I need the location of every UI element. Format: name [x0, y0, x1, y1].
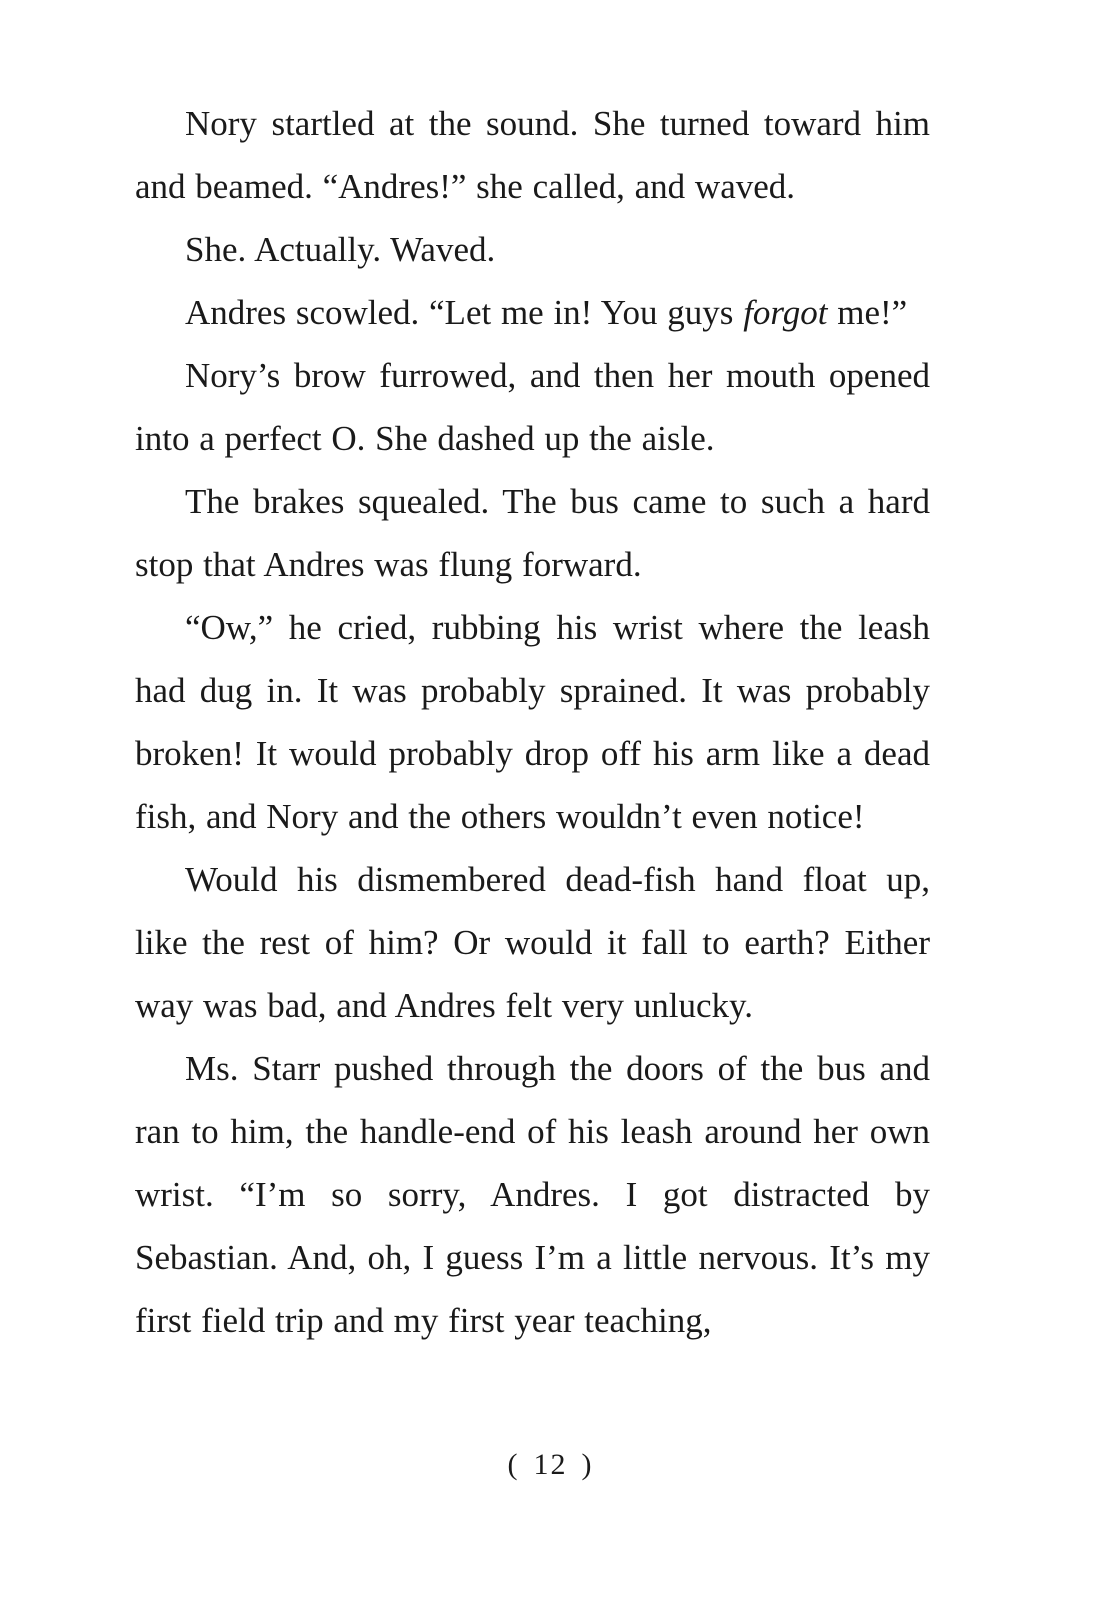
page-number	[0, 1448, 1101, 1482]
page-number-open-paren: (	[507, 1448, 520, 1481]
paragraph-3-after: me!”	[827, 293, 908, 332]
paragraph-6: “Ow,” he cried, rubbing his wrist where the leash had dug in. It was probably sprained. It was probably broken! It would probably drop off his arm like a dead fish, and Nory and the others wouldn’t even notice!	[135, 608, 930, 836]
paragraph-4: Nory’s brow furrowed, and then her mouth opened into a perfect O. She dashed up the aisle.	[135, 356, 930, 458]
page-number-value: 12	[533, 1448, 568, 1481]
emphasis-forgot: forgot	[743, 293, 828, 332]
paragraph-1: Nory startled at the sound. She turned toward him and beamed. “Andres!” she called, and waved.	[135, 104, 930, 206]
paragraph-2: She. Actually. Waved.	[185, 230, 496, 269]
paragraph-8: Ms. Starr pushed through the doors of the bus and ran to him, the handle-end of his leash around her own wrist. “I’m so sorry, Andres. I got distracted by Sebastian. And, oh, I guess I’m a little nervous. It’s my first field trip and my first year teaching,	[135, 1049, 930, 1340]
page-number-close-paren: )	[581, 1448, 594, 1481]
paragraph-5: The brakes squealed. The bus came to such a hard stop that Andres was flung forward.	[135, 482, 930, 584]
paragraph-3	[135, 281, 930, 344]
paragraph-3-before: Andres scowled. “Let me in! You guys	[185, 293, 744, 332]
body-text	[135, 92, 930, 1352]
paragraph-7: Would his dismembered dead-fish hand float up, like the rest of him? Or would it fall to earth? Either way was bad, and Andres felt very unlucky.	[135, 860, 930, 1025]
